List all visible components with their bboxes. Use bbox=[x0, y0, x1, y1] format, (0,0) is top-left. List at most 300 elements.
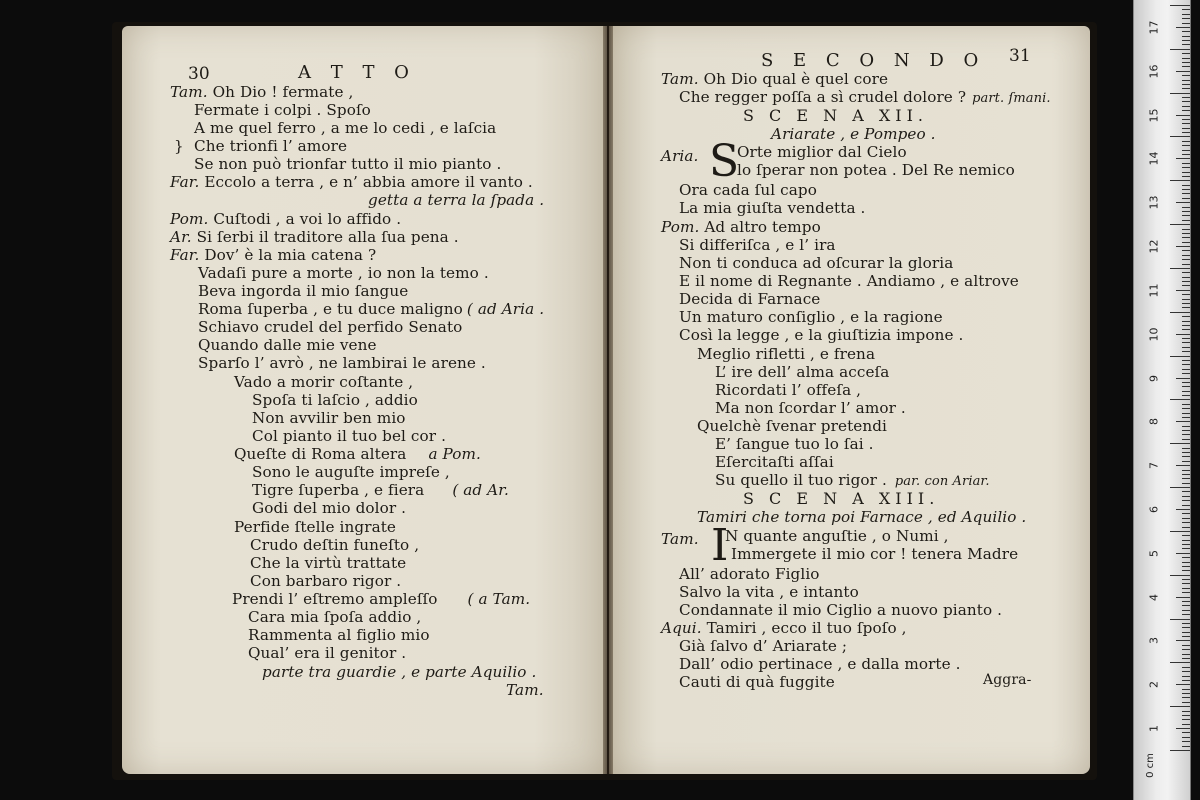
ruler-tick bbox=[1182, 711, 1190, 712]
brace-mark: } bbox=[174, 137, 184, 155]
ruler-tick bbox=[1182, 583, 1190, 584]
ruler-tick bbox=[1182, 150, 1190, 151]
ruler-tick bbox=[1182, 439, 1190, 440]
ruler-tick bbox=[1170, 136, 1190, 137]
ruler-tick bbox=[1182, 562, 1190, 563]
text-line: Vado a morir coſtante , bbox=[234, 373, 414, 391]
ruler-tick bbox=[1182, 654, 1190, 655]
text-line: Con barbaro rigor . bbox=[250, 572, 402, 590]
text-line bbox=[170, 83, 353, 101]
ruler-tick bbox=[1182, 667, 1190, 668]
text-line bbox=[679, 88, 1051, 108]
ruler-tick bbox=[1170, 49, 1190, 50]
text-line bbox=[661, 70, 888, 88]
ruler-tick bbox=[1176, 465, 1190, 466]
ruler-tick bbox=[1182, 724, 1190, 725]
ruler-tick bbox=[1182, 18, 1190, 19]
ruler-tick bbox=[1182, 237, 1190, 238]
ruler-tick bbox=[1182, 229, 1190, 230]
line-text: Ad altro tempo bbox=[704, 218, 821, 236]
text-line: Fermate i colpi . Spoſo bbox=[194, 101, 371, 119]
stage-direction: parte tra guardie , e parte Aquilio . bbox=[262, 663, 537, 681]
text-line: Si differiſca , e l’ ira bbox=[679, 236, 836, 254]
ruler-tick bbox=[1182, 23, 1190, 24]
speaker-label: Far. bbox=[170, 173, 200, 191]
ruler-tick bbox=[1182, 456, 1190, 457]
ruler-tick bbox=[1182, 636, 1190, 637]
ruler-tick bbox=[1170, 487, 1190, 488]
ruler-tick bbox=[1182, 272, 1190, 273]
ruler-tick bbox=[1182, 426, 1190, 427]
ruler-tick bbox=[1182, 167, 1190, 168]
ruler-tick bbox=[1182, 62, 1190, 63]
text-line: Meglio rifletti , e frena bbox=[697, 345, 876, 363]
ruler-tick bbox=[1176, 290, 1190, 291]
drop-cap: S bbox=[709, 136, 740, 187]
text-line: E il nome di Regnante . Andiamo , e altrove bbox=[679, 272, 1019, 290]
ruler-tick bbox=[1182, 391, 1190, 392]
speaker-label: Pom. bbox=[170, 210, 209, 228]
ruler-tick bbox=[1170, 180, 1190, 181]
ruler-tick bbox=[1182, 351, 1190, 352]
ruler-tick bbox=[1182, 31, 1190, 32]
ruler-tick bbox=[1182, 75, 1190, 76]
ruler-tick bbox=[1170, 356, 1190, 357]
line-text: Oh Dio qual è quel core bbox=[703, 70, 889, 88]
text-line: Orte miglior dal Cielo bbox=[737, 143, 907, 161]
ruler-tick bbox=[1182, 496, 1190, 497]
ruler-tick bbox=[1182, 347, 1190, 348]
ruler-tick bbox=[1182, 58, 1190, 59]
ruler-tick bbox=[1182, 106, 1190, 107]
ruler-tick bbox=[1182, 671, 1190, 672]
text-line: Ma non ſcordar l’ amor . bbox=[715, 399, 906, 417]
ruler-tick bbox=[1182, 198, 1190, 199]
text-line: Condannate il mio Ciglio a nuovo pianto . bbox=[679, 601, 1003, 619]
ruler-tick bbox=[1170, 531, 1190, 532]
text-line: Quando dalle mie vene bbox=[198, 336, 377, 354]
ruler-tick bbox=[1182, 417, 1190, 418]
running-head: S E C O N D O bbox=[761, 50, 986, 71]
ruler-tick bbox=[1170, 443, 1190, 444]
line-text: Oh Dio ! fermate , bbox=[212, 83, 354, 101]
ruler-tick bbox=[1182, 369, 1190, 370]
page-number: 30 bbox=[188, 64, 210, 84]
text-line: Godi del mio dolor . bbox=[252, 499, 407, 517]
text-line: Così la legge , e la giuſtizia impone . bbox=[679, 326, 964, 344]
text-line bbox=[232, 590, 530, 608]
ruler-tick bbox=[1182, 408, 1190, 409]
ruler-tick bbox=[1182, 382, 1190, 383]
ruler-tick bbox=[1176, 27, 1190, 28]
text-line: Se non può trionfar tutto il mio pianto . bbox=[194, 155, 502, 173]
ruler-tick bbox=[1182, 172, 1190, 173]
ruler-tick bbox=[1182, 645, 1190, 646]
speaker-label: Tam. bbox=[661, 70, 699, 88]
ruler-tick bbox=[1182, 702, 1190, 703]
ruler-tick bbox=[1182, 680, 1190, 681]
aside-direction: a Pom. bbox=[428, 445, 481, 463]
text-line: Cara mia ſpoſa addio , bbox=[248, 608, 422, 626]
ruler-tick bbox=[1182, 601, 1190, 602]
ruler-tick bbox=[1182, 110, 1190, 111]
ruler-tick bbox=[1182, 452, 1190, 453]
ruler-tick bbox=[1176, 684, 1190, 685]
measuring-ruler bbox=[1133, 0, 1191, 800]
stage-direction: getta a terra la ſpada . bbox=[368, 191, 545, 209]
ruler-number: 9 bbox=[1147, 374, 1161, 382]
text-line: E’ ſangue tuo lo ſai . bbox=[715, 435, 874, 453]
ruler-tick bbox=[1182, 693, 1190, 694]
ruler-tick bbox=[1182, 215, 1190, 216]
text-line: All’ adorato Figlio bbox=[679, 565, 820, 583]
ruler-tick bbox=[1182, 579, 1190, 580]
speaker-label bbox=[661, 530, 699, 548]
ruler-tick bbox=[1182, 360, 1190, 361]
ruler-tick bbox=[1182, 132, 1190, 133]
speaker-name: Tam. bbox=[661, 530, 699, 548]
text-line: Cauti di quà fuggite bbox=[679, 673, 835, 691]
ruler-number: 8 bbox=[1147, 418, 1161, 426]
ruler-tick bbox=[1182, 614, 1190, 615]
stage-direction: Ariarate , e Pompeo . bbox=[771, 125, 936, 143]
ruler-tick bbox=[1182, 44, 1190, 45]
ruler-tick bbox=[1182, 570, 1190, 571]
ruler-tick bbox=[1182, 338, 1190, 339]
text-line: Già ſalvo d’ Ariarate ; bbox=[679, 637, 848, 655]
ruler-tick bbox=[1170, 399, 1190, 400]
line-text: Cuſtodi , a voi lo affido . bbox=[213, 210, 402, 228]
text-line: Ora cada ſul capo bbox=[679, 181, 817, 199]
ruler-tick bbox=[1182, 119, 1190, 120]
ruler-tick bbox=[1176, 158, 1190, 159]
ruler-tick bbox=[1182, 404, 1190, 405]
ruler-unit: 0 cm bbox=[1144, 753, 1156, 778]
text-line: Col pianto il tuo bel cor . bbox=[252, 427, 446, 445]
ruler-tick bbox=[1182, 14, 1190, 15]
text-line bbox=[252, 481, 509, 499]
text-line bbox=[661, 619, 907, 637]
ruler-tick bbox=[1182, 255, 1190, 256]
text-line: Non avvilir ben mio bbox=[252, 409, 406, 427]
ruler-tick bbox=[1182, 557, 1190, 558]
ruler-tick bbox=[1182, 592, 1190, 593]
ruler-tick bbox=[1182, 299, 1190, 300]
ruler-tick bbox=[1182, 627, 1190, 628]
ruler-tick bbox=[1182, 189, 1190, 190]
ruler-tick bbox=[1182, 658, 1190, 659]
ruler-tick bbox=[1182, 430, 1190, 431]
ruler-tick bbox=[1182, 154, 1190, 155]
ruler-number: 11 bbox=[1147, 283, 1161, 298]
ruler-tick bbox=[1176, 334, 1190, 335]
ruler-tick bbox=[1182, 395, 1190, 396]
ruler-tick bbox=[1182, 97, 1190, 98]
drop-cap: I bbox=[711, 520, 729, 571]
line-text: Eccolo a terra , e n’ abbia amore il vanto . bbox=[204, 173, 533, 191]
ruler-tick bbox=[1182, 566, 1190, 567]
line-text: Prendi l’ eſtremo ampleſſo bbox=[232, 590, 438, 608]
text-line: La mia giuſta vendetta . bbox=[679, 199, 866, 217]
ruler-tick bbox=[1182, 540, 1190, 541]
ruler-tick bbox=[1182, 294, 1190, 295]
text-line: Schiavo crudel del perfido Senato bbox=[198, 318, 463, 336]
line-text: Tamiri , ecco il tuo ſpoſo , bbox=[706, 619, 907, 637]
text-line: L’ ire dell’ alma acceſa bbox=[715, 363, 890, 381]
ruler-tick bbox=[1182, 141, 1190, 142]
line-text: Queſte di Roma altera bbox=[234, 445, 407, 463]
text-line bbox=[170, 228, 459, 246]
scene-heading: S C E N A XIII. bbox=[743, 489, 940, 508]
ruler-tick bbox=[1176, 71, 1190, 72]
ruler-tick bbox=[1176, 597, 1190, 598]
aside-direction: ( ad Aria . bbox=[466, 300, 545, 318]
ruler-tick bbox=[1182, 461, 1190, 462]
left-page bbox=[122, 26, 607, 774]
ruler-tick bbox=[1182, 307, 1190, 308]
ruler-tick bbox=[1170, 312, 1190, 313]
ruler-tick bbox=[1182, 185, 1190, 186]
text-line: Che trionfi l’ amore bbox=[194, 137, 348, 155]
ruler-number: 15 bbox=[1147, 108, 1161, 123]
ruler-tick bbox=[1176, 202, 1190, 203]
text-line bbox=[170, 246, 376, 264]
aside-direction: part. ſmani. bbox=[972, 91, 1051, 106]
text-line bbox=[661, 218, 821, 236]
ruler-tick bbox=[1182, 242, 1190, 243]
ruler-tick bbox=[1182, 342, 1190, 343]
ruler-tick bbox=[1182, 145, 1190, 146]
ruler-tick bbox=[1182, 373, 1190, 374]
ruler-tick bbox=[1170, 268, 1190, 269]
ruler-tick bbox=[1182, 470, 1190, 471]
ruler-tick bbox=[1182, 277, 1190, 278]
speaker-name: Aria. bbox=[661, 147, 699, 165]
ruler-tick bbox=[1182, 259, 1190, 260]
ruler-tick bbox=[1170, 706, 1190, 707]
ruler-tick bbox=[1182, 474, 1190, 475]
ruler-tick bbox=[1182, 88, 1190, 89]
ruler-tick bbox=[1182, 518, 1190, 519]
ruler-tick bbox=[1182, 483, 1190, 484]
ruler-tick bbox=[1182, 220, 1190, 221]
text-line: Crudo deſtin funeſto , bbox=[250, 536, 420, 554]
ruler-tick bbox=[1182, 207, 1190, 208]
text-line: Sparſo l’ avrò , ne lambirai le arene . bbox=[198, 354, 486, 372]
text-line: Decida di Farnace bbox=[679, 290, 821, 308]
ruler-number: 10 bbox=[1147, 327, 1161, 342]
ruler-tick bbox=[1182, 211, 1190, 212]
ruler-tick bbox=[1182, 548, 1190, 549]
ruler-number: 4 bbox=[1147, 593, 1161, 601]
speaker-label: Pom. bbox=[661, 218, 700, 236]
ruler-tick bbox=[1176, 728, 1190, 729]
text-line bbox=[715, 471, 990, 491]
ruler-number: 6 bbox=[1147, 505, 1161, 513]
ruler-tick bbox=[1182, 676, 1190, 677]
ruler-tick bbox=[1182, 544, 1190, 545]
ruler-tick bbox=[1182, 737, 1190, 738]
ruler-tick bbox=[1182, 9, 1190, 10]
text-line: Immergete il mio cor ! tenera Madre bbox=[731, 545, 1019, 563]
ruler-number: 7 bbox=[1147, 462, 1161, 470]
ruler-tick bbox=[1182, 329, 1190, 330]
text-line bbox=[198, 300, 544, 318]
ruler-tick bbox=[1182, 36, 1190, 37]
scene-heading: S C E N A XII. bbox=[743, 106, 928, 125]
ruler-tick bbox=[1170, 575, 1190, 576]
text-line: Qual’ era il genitor . bbox=[248, 644, 407, 662]
ruler-tick bbox=[1182, 163, 1190, 164]
ruler-tick bbox=[1182, 491, 1190, 492]
ruler-tick bbox=[1182, 80, 1190, 81]
text-line: Dall’ odio pertinace , e dalla morte . bbox=[679, 655, 961, 673]
text-line: Beva ingorda il mio ſangue bbox=[198, 282, 409, 300]
text-line: Un maturo conſiglio , e la ragione bbox=[679, 308, 943, 326]
ruler-tick bbox=[1182, 448, 1190, 449]
ruler-tick bbox=[1182, 233, 1190, 234]
ruler-number: 12 bbox=[1147, 239, 1161, 254]
text-line: Perfide ſtelle ingrate bbox=[234, 518, 397, 536]
catchword: Aggra- bbox=[983, 672, 1032, 688]
ruler-tick bbox=[1182, 193, 1190, 194]
book-gutter bbox=[603, 26, 613, 774]
right-page bbox=[609, 26, 1090, 774]
ruler-tick bbox=[1182, 364, 1190, 365]
speaker-label: Far. bbox=[170, 246, 200, 264]
ruler-tick bbox=[1182, 732, 1190, 733]
line-text: Roma ſuperba , e tu duce maligno bbox=[198, 300, 463, 318]
catchword: Tam. bbox=[506, 681, 544, 699]
line-text: Si ſerbi il traditore alla ſua pena . bbox=[196, 228, 459, 246]
page-number: 31 bbox=[1009, 46, 1031, 66]
ruler-tick bbox=[1182, 176, 1190, 177]
ruler-tick bbox=[1176, 115, 1190, 116]
ruler-tick bbox=[1176, 246, 1190, 247]
ruler-tick bbox=[1182, 66, 1190, 67]
ruler-tick bbox=[1182, 588, 1190, 589]
ruler-number: 5 bbox=[1147, 549, 1161, 557]
line-text: Tigre ſuperba , e fiera bbox=[252, 481, 425, 499]
ruler-number: 3 bbox=[1147, 637, 1161, 645]
speaker-label: Aqui. bbox=[661, 619, 702, 637]
ruler-tick bbox=[1170, 750, 1190, 751]
speaker-label: Tam. bbox=[170, 83, 208, 101]
ruler-tick bbox=[1182, 303, 1190, 304]
speaker-label: Ar. bbox=[170, 228, 192, 246]
stage-direction: Tamiri che torna poi Farnace , ed Aquilio . bbox=[697, 508, 1027, 526]
ruler-tick bbox=[1182, 697, 1190, 698]
ruler-number: 2 bbox=[1147, 681, 1161, 689]
ruler-tick bbox=[1182, 522, 1190, 523]
text-line: Ricordati l’ offeſa , bbox=[715, 381, 862, 399]
ruler-number: 14 bbox=[1147, 151, 1161, 166]
ruler-tick bbox=[1182, 84, 1190, 85]
ruler-tick bbox=[1182, 321, 1190, 322]
ruler-tick bbox=[1182, 386, 1190, 387]
running-head: A T T O bbox=[298, 62, 416, 83]
text-line: Rammenta al figlio mio bbox=[248, 626, 430, 644]
ruler-tick bbox=[1182, 715, 1190, 716]
ruler-tick bbox=[1182, 649, 1190, 650]
line-text: Dov’ è la mia catena ? bbox=[204, 246, 377, 264]
ruler-tick bbox=[1182, 505, 1190, 506]
aside-direction: par. con Ariar. bbox=[894, 474, 990, 489]
ruler-tick bbox=[1182, 264, 1190, 265]
ruler-number: 16 bbox=[1147, 64, 1161, 79]
ruler-tick bbox=[1182, 513, 1190, 514]
ruler-tick bbox=[1182, 632, 1190, 633]
ruler-tick bbox=[1176, 509, 1190, 510]
ruler-tick bbox=[1176, 378, 1190, 379]
text-line: Vadaſi pure a morte , io non la temo . bbox=[198, 264, 489, 282]
text-line: Spoſa ti laſcio , addio bbox=[252, 391, 418, 409]
text-line: Sono le auguſte impreſe , bbox=[252, 463, 450, 481]
ruler-tick bbox=[1176, 421, 1190, 422]
ruler-tick bbox=[1176, 640, 1190, 641]
text-line bbox=[170, 210, 401, 228]
text-line: lo ſperar non potea . Del Re nemico bbox=[737, 161, 1015, 179]
ruler-tick bbox=[1182, 250, 1190, 251]
ruler-tick bbox=[1182, 413, 1190, 414]
ruler-tick bbox=[1170, 224, 1190, 225]
ruler-tick bbox=[1176, 553, 1190, 554]
ruler-tick bbox=[1182, 101, 1190, 102]
ruler-tick bbox=[1182, 123, 1190, 124]
ruler-tick bbox=[1170, 5, 1190, 6]
speaker-label bbox=[661, 147, 698, 165]
text-line bbox=[170, 173, 533, 191]
ruler-tick bbox=[1182, 719, 1190, 720]
ruler-number: 13 bbox=[1147, 195, 1161, 210]
ruler-tick bbox=[1170, 619, 1190, 620]
ruler-number: 1 bbox=[1147, 725, 1161, 733]
line-text: Che regger poſſa a sì crudel dolore ? bbox=[679, 88, 967, 106]
ruler-tick bbox=[1182, 434, 1190, 435]
ruler-tick bbox=[1182, 605, 1190, 606]
ruler-number: 17 bbox=[1147, 20, 1161, 35]
aside-direction: ( a Tam. bbox=[467, 590, 531, 608]
ruler-tick bbox=[1170, 662, 1190, 663]
ruler-tick bbox=[1182, 623, 1190, 624]
ruler-tick bbox=[1182, 500, 1190, 501]
ruler-tick bbox=[1182, 281, 1190, 282]
ruler-tick bbox=[1182, 746, 1190, 747]
ruler-tick bbox=[1182, 53, 1190, 54]
ruler-tick bbox=[1182, 535, 1190, 536]
text-line bbox=[234, 445, 481, 463]
ruler-tick bbox=[1182, 128, 1190, 129]
ruler-tick bbox=[1182, 285, 1190, 286]
text-line: Eſercitaſti aſſai bbox=[715, 453, 834, 471]
ruler-tick bbox=[1182, 478, 1190, 479]
ruler-tick bbox=[1182, 527, 1190, 528]
text-line: Salvo la vita , e intanto bbox=[679, 583, 859, 601]
ruler-tick bbox=[1182, 325, 1190, 326]
line-text: Su quello il tuo rigor . bbox=[715, 471, 887, 489]
text-line: N quante anguſtie , o Numi , bbox=[725, 527, 949, 545]
ruler-tick bbox=[1182, 741, 1190, 742]
ruler-tick bbox=[1182, 40, 1190, 41]
aside-direction: ( ad Ar. bbox=[452, 481, 509, 499]
ruler-tick bbox=[1182, 610, 1190, 611]
text-line: Quelchè ſvenar pretendi bbox=[697, 417, 888, 435]
ruler-tick bbox=[1182, 689, 1190, 690]
ruler-tick bbox=[1170, 93, 1190, 94]
ruler-tick bbox=[1182, 316, 1190, 317]
text-line: A me quel ferro , a me lo cedi , e laſcia bbox=[194, 119, 497, 137]
text-line: Non ti conduca ad oſcurar la gloria bbox=[679, 254, 954, 272]
